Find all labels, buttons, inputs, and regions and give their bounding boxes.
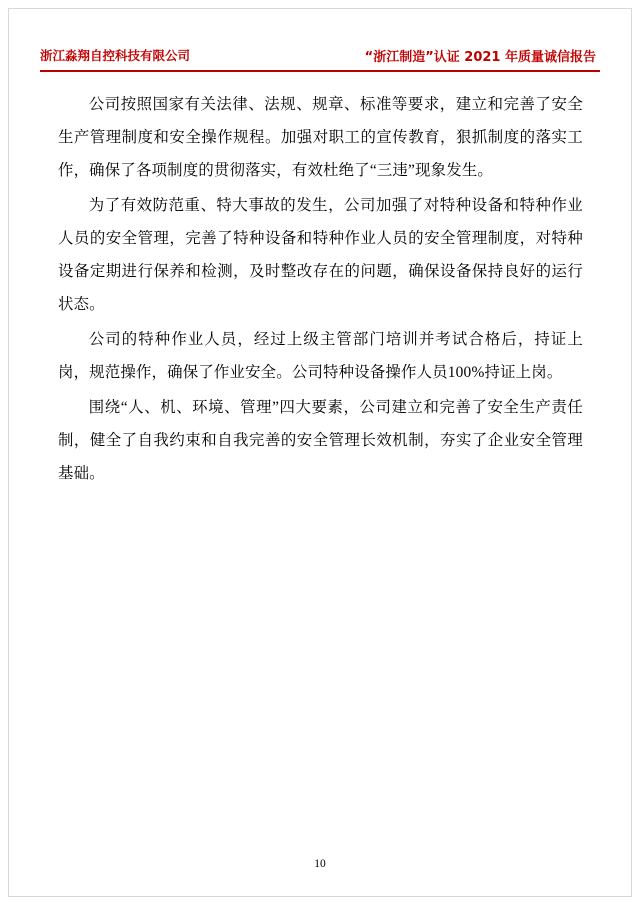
paragraph: 围绕“人、机、环境、管理”四大要素，公司建立和完善了安全生产责任制，健全了自我约束和自我完善的安全管理长效机制，夯实了企业安全管理基础。 [58,399,583,482]
paragraph: 为了有效防范重、特大事故的发生，公司加强了对特种设备和特种作业人员的安全管理，完善了特种设备和特种作业人员的安全管理制度，对特种设备定期进行保养和检测，及时整改存在的问题，确保设备保持良好的运行状态。 [58,197,583,313]
paragraph: 公司按照国家有关法律、法规、规章、标准等要求，建立和完善了安全生产管理制度和安全操作规程。加强对职工的宣传教育，狠抓制度的落实工作，确保了各项制度的贯彻落实，有效杜绝了“三违”现象发生。 [58,96,583,179]
document-body [58,88,583,492]
paragraph: 公司的特种作业人员，经过上级主管部门培训并考试合格后，持证上岗，规范操作，确保了作业安全。公司特种设备操作人员100%持证上岗。 [58,331,583,381]
header-company-name: 浙江淼翔自控科技有限公司 [40,48,191,63]
page-header [40,40,600,70]
header-divider [40,70,600,72]
page-number: 10 [314,858,326,870]
header-report-title: “浙江制造”认证 2021 年质量诚信报告 [364,49,596,65]
